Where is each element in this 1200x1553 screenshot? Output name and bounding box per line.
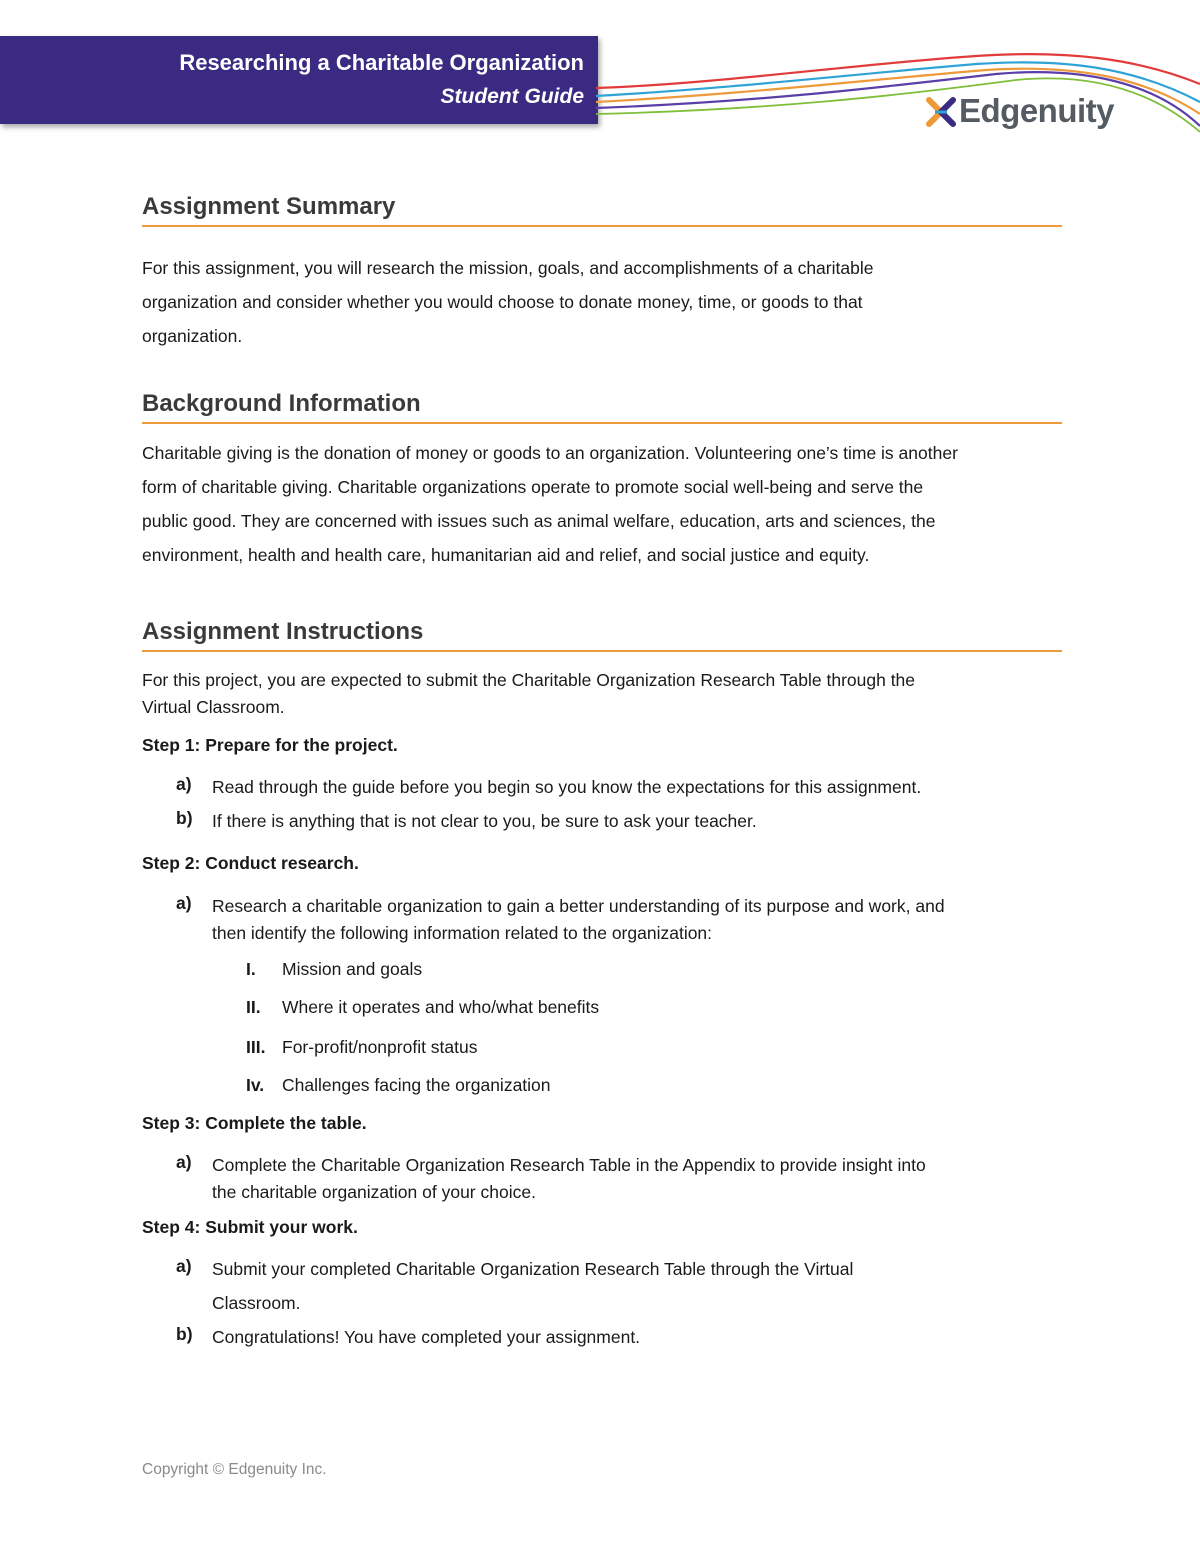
background-line: Charitable giving is the donation of money or goods to an organization. Volunteering one’s time is another — [142, 443, 958, 463]
summary-line: For this assignment, you will research the mission, goals, and accomplishments of a charitable — [142, 258, 874, 278]
item-label: a) — [176, 774, 192, 794]
item-line: Submit your completed Charitable Organization Research Table through the Virtual — [212, 1259, 854, 1279]
subitem-text: Where it operates and who/what benefits — [282, 997, 600, 1017]
subitem-text: Mission and goals — [282, 959, 423, 979]
subitem-label: II. — [246, 997, 261, 1017]
item-label: a) — [176, 1152, 192, 1172]
item-text — [212, 1152, 1062, 1206]
background-paragraph — [142, 436, 1072, 572]
item-label: b) — [176, 808, 193, 828]
instructions-heading: Assignment Instructions — [142, 618, 1062, 652]
step-3-title: Step 3: Complete the table. — [142, 1113, 367, 1133]
item-line: then identify the following information related to the organization: — [212, 923, 713, 943]
copyright-footer: Copyright © Edgenuity Inc. — [142, 1461, 327, 1478]
item-line: Research a charitable organization to gain a better understanding of its purpose and work, and — [212, 896, 945, 916]
x-logo-icon — [925, 96, 959, 128]
step-2-title: Step 2: Conduct research. — [142, 853, 359, 873]
item-label: a) — [176, 893, 192, 913]
subitem-text: For-profit/nonprofit status — [282, 1037, 478, 1057]
background-line: public good. They are concerned with issues such as animal welfare, education, arts and sciences, the — [142, 511, 936, 531]
subitem-label: III. — [246, 1037, 266, 1057]
item-line: the charitable organization of your choice. — [212, 1182, 536, 1202]
item-label: b) — [176, 1324, 193, 1344]
document-title: Researching a Charitable Organization — [179, 50, 584, 75]
item-line: Classroom. — [212, 1293, 301, 1313]
summary-heading: Assignment Summary — [142, 193, 1062, 227]
intro-line: For this project, you are expected to submit the Charitable Organization Research Table through the — [142, 670, 916, 690]
subitem-label: I. — [246, 959, 256, 979]
step-4-title: Step 4: Submit your work. — [142, 1217, 358, 1237]
edgenuity-logo — [925, 92, 1115, 132]
instructions-intro — [142, 667, 1072, 721]
item-line: Complete the Charitable Organization Research Table in the Appendix to provide insight into — [212, 1155, 926, 1175]
item-text — [212, 893, 1062, 947]
summary-line: organization. — [142, 326, 243, 346]
background-line: environment, health and health care, humanitarian aid and relief, and social justice and equity. — [142, 545, 870, 565]
step-1-title: Step 1: Prepare for the project. — [142, 735, 398, 755]
item-text: If there is anything that is not clear to you, be sure to ask your teacher. — [212, 811, 757, 831]
item-text: Read through the guide before you begin so you know the expectations for this assignment. — [212, 777, 922, 797]
document-subtitle: Student Guide — [440, 85, 584, 108]
subitem-text: Challenges facing the organization — [282, 1075, 551, 1095]
background-line: form of charitable giving. Charitable organizations operate to promote social well-being and serve the — [142, 477, 924, 497]
header-banner — [0, 36, 598, 124]
item-text — [212, 1252, 1062, 1320]
background-heading: Background Information — [142, 390, 1062, 424]
logo-wordmark: Edgenuity — [959, 92, 1115, 129]
summary-paragraph — [142, 251, 1072, 353]
item-label: a) — [176, 1256, 192, 1276]
summary-line: organization and consider whether you would choose to donate money, time, or goods to that — [142, 292, 863, 312]
intro-line: Virtual Classroom. — [142, 697, 285, 717]
subitem-label: Iv. — [246, 1075, 265, 1095]
item-text: Congratulations! You have completed your assignment. — [212, 1327, 641, 1347]
